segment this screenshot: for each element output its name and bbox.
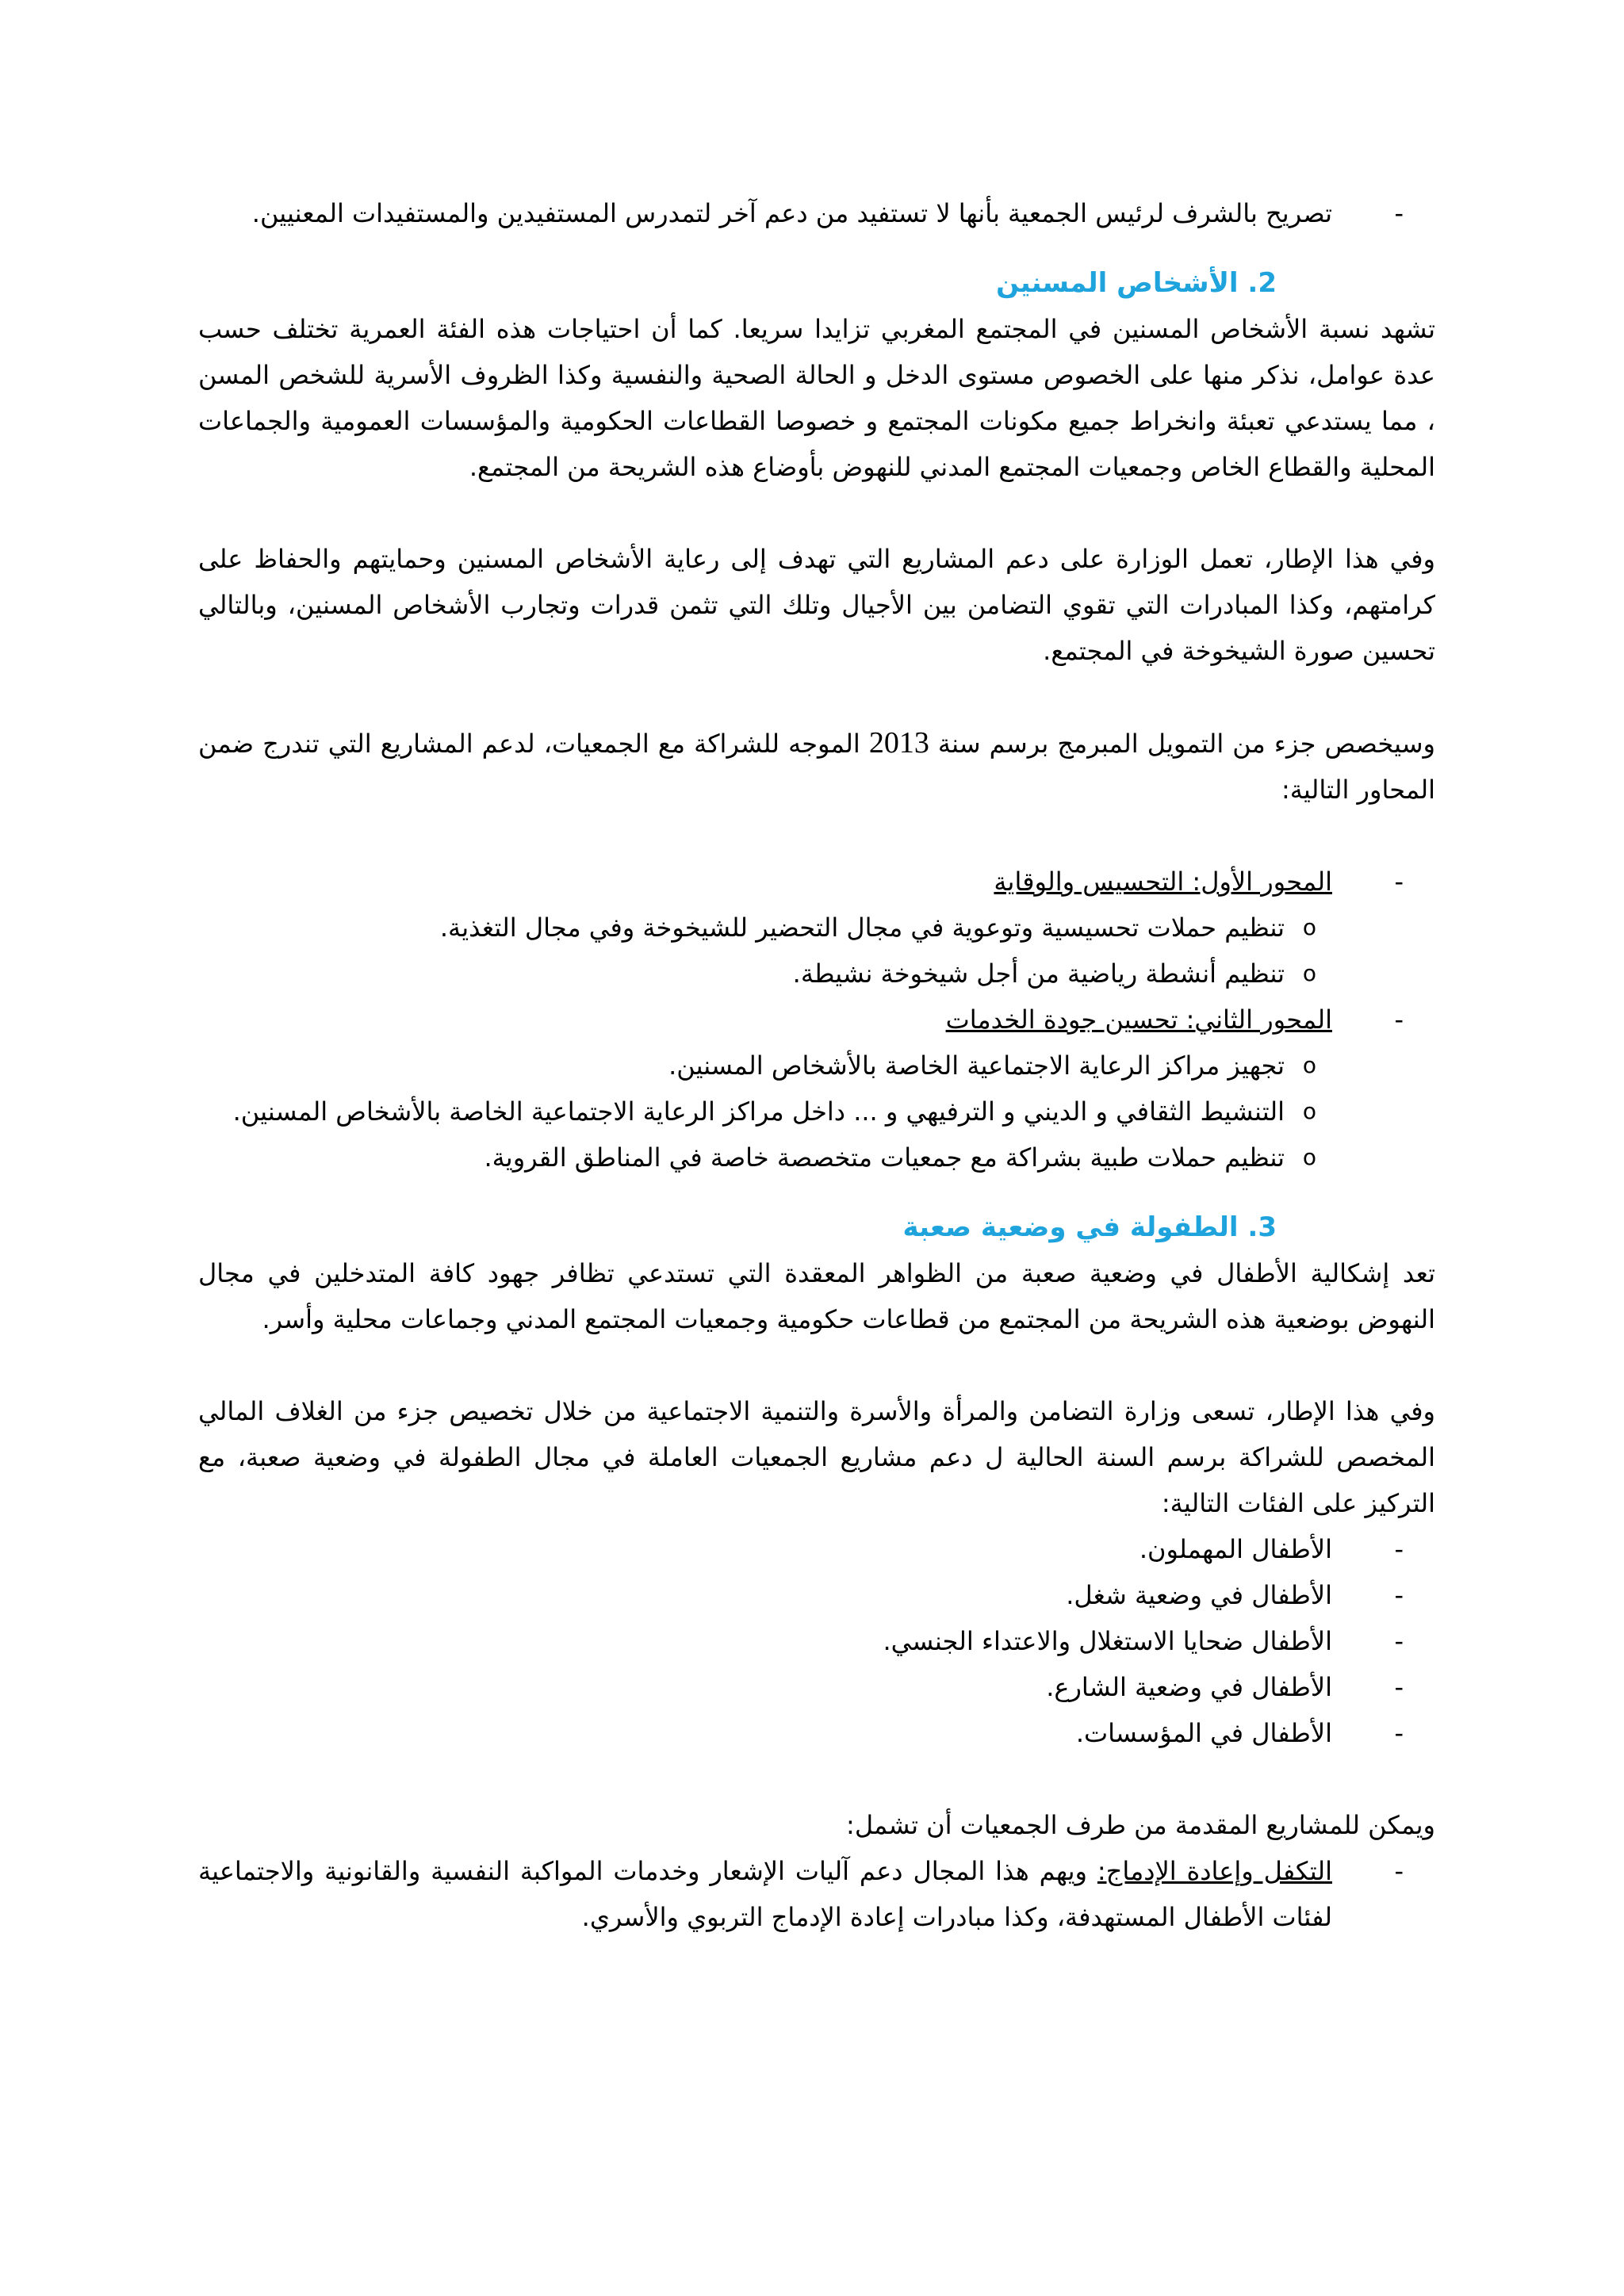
category-text: الأطفال في وضعية شغل. [1066, 1580, 1332, 1610]
sub-list-item [198, 1089, 1435, 1135]
dash-marker: - [1394, 1004, 1404, 1035]
sub-item-text: تنظيم حملات تحسيسية وتوعوية في مجال التحضير للشيخوخة وفي مجال التغذية. [439, 913, 1285, 943]
circle-bullet: o [1302, 1052, 1316, 1078]
sub-item-text: تنظيم أنشطة رياضية من أجل شيخوخة نشيطة. [792, 959, 1285, 989]
paragraph: وفي هذا الإطار، تعمل الوزارة على دعم المشاريع التي تهدف إلى رعاية الأشخاص المسنين وحمايتهم والحفاظ على كرامتهم، وكذا المبادرات التي تقوي التضامن بين الأجيال وتلك التي تثمن قدرات وتجارب الأشخاص المسنين، وبالتالي تحسين صورة الشيخوخة في المجتمع. [198, 544, 1435, 666]
circle-bullet: o [1302, 960, 1316, 986]
category-item [198, 1710, 1435, 1756]
sub-list-item [198, 1043, 1435, 1089]
project-item-text: ويهم هذا المجال دعم آليات الإشعار وخدمات المواكبة النفسية والقانونية والاجتماعية لفئات الأطفال المستهدفة، وكذا مبادرات إعادة الإدماج التربوي والأسري. [198, 1856, 1332, 1932]
sub-item-text: التنشيط الثقافي و الديني و الترفيهي و ... داخل مراكز الرعاية الاجتماعية الخاصة بالأشخاص المسنين. [232, 1096, 1285, 1127]
paragraph: تعد إشكالية الأطفال في وضعية صعبة من الظواهر المعقدة التي تستدعي تظافر جهود كافة المتدخلين في مجال النهوض بوضعية هذه الشريحة من المجتمع من قطاعات حكومية وجمعيات المجتمع المدني وجماعات محلية وأسر. [198, 1258, 1435, 1334]
section-heading-childhood: 3. الطفولة في وضعية صعبة [902, 1211, 1277, 1243]
category-text: الأطفال المهملون. [1139, 1534, 1332, 1564]
sub-item-text: تجهيز مراكز الرعاية الاجتماعية الخاصة بالأشخاص المسنين. [668, 1050, 1285, 1081]
category-item [198, 1664, 1435, 1710]
sub-list-item [198, 951, 1435, 997]
category-text: الأطفال في المؤسسات. [1075, 1718, 1332, 1748]
category-item [198, 1526, 1435, 1572]
circle-bullet: o [1302, 1144, 1316, 1170]
dash-marker: - [1394, 1580, 1404, 1610]
document-page [198, 190, 1435, 1940]
category-text: الأطفال ضحايا الاستغلال والاعتداء الجنسي. [883, 1626, 1332, 1656]
paragraph-text: وسيخصص جزء من التمويل المبرمج برسم سنة [929, 729, 1436, 759]
axis-item [198, 859, 1435, 905]
circle-bullet: o [1302, 1098, 1316, 1124]
category-text: الأطفال في وضعية الشارع. [1046, 1672, 1332, 1702]
dash-marker: - [1394, 1718, 1404, 1748]
category-item [198, 1618, 1435, 1664]
axis-title: المحور الثاني: تحسين جودة الخدمات [945, 1004, 1332, 1035]
section-heading-elderly: 2. الأشخاص المسنين [996, 267, 1277, 299]
paragraph [198, 720, 1435, 813]
dash-marker: - [1394, 1856, 1404, 1886]
dash-marker: - [1394, 1534, 1404, 1564]
dash-marker: - [1394, 867, 1404, 897]
paragraph: ويمكن للمشاريع المقدمة من طرف الجمعيات أن تشمل: [846, 1810, 1435, 1840]
axis-title: المحور الأول: التحسيس والوقاية [994, 867, 1332, 897]
intro-list-item [198, 190, 1435, 236]
intro-item-text: تصريح بالشرف لرئيس الجمعية بأنها لا تستفيد من دعم آخر لتمدرس المستفيدين والمستفيدات المعنيين. [251, 198, 1332, 228]
project-item [198, 1848, 1435, 1940]
sub-list-item [198, 1135, 1435, 1181]
circle-bullet: o [1302, 914, 1316, 940]
sub-list-item [198, 905, 1435, 951]
project-item-title: التكفل وإعادة الإدماج: [1097, 1856, 1333, 1886]
dash-marker: - [1394, 198, 1404, 228]
axis-item [198, 997, 1435, 1043]
paragraph-text: الموجه للشراكة مع الجمعيات، لدعم المشاريع التي تندرج ضمن المحاور التالية: [198, 729, 1435, 805]
year-value: 2013 [868, 726, 929, 760]
dash-marker: - [1394, 1672, 1404, 1702]
paragraph: وفي هذا الإطار، تسعى وزارة التضامن والمرأة والأسرة والتنمية الاجتماعية من خلال تخصيص جزء من الغلاف المالي المخصص للشراكة برسم السنة الحالية ل دعم مشاريع الجمعيات العاملة في مجال الطفولة في وضعية صعبة، مع التركيز على الفئات التالية: [198, 1396, 1435, 1518]
dash-marker: - [1394, 1626, 1404, 1656]
sub-item-text: تنظيم حملات طبية بشراكة مع جمعيات متخصصة خاصة في المناطق القروية. [484, 1142, 1285, 1173]
category-item [198, 1572, 1435, 1618]
paragraph: تشهد نسبة الأشخاص المسنين في المجتمع المغربي تزايدا سريعا. كما أن احتياجات هذه الفئة العمرية تختلف حسب عدة عوامل، نذكر منها على الخصوص مستوى الدخل و الحالة الصحية والنفسية وكذا الظروف الأسرية للشخص المسن ، مما يستدعي تعبئة وانخراط جميع مكونات المجتمع و خصوصا القطاعات الحكومية والمؤسسات العمومية والجماعات المحلية والقطاع الخاص وجمعيات المجتمع المدني للنهوض بأوضاع هذه الشريحة من المجتمع. [198, 314, 1435, 482]
